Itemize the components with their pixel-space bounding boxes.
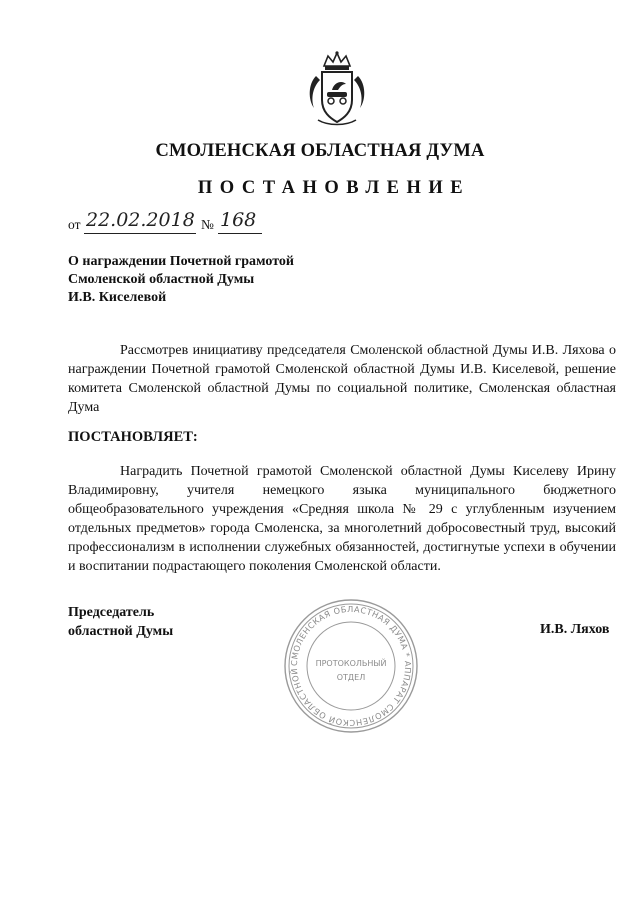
- decree-heading: ПОСТАНОВЛЯЕТ:: [68, 429, 198, 445]
- subject-line: Смоленской областной Думы: [68, 272, 255, 287]
- position-line: Председатель: [68, 605, 155, 620]
- document-type-title: ПОСТАНОВЛЕНИЕ: [197, 178, 471, 198]
- signatory-name: И.В. Ляхов: [540, 622, 610, 637]
- subject-block: [68, 253, 294, 307]
- stamp-center-line1: ПРОТОКОЛЬНЫЙ: [315, 659, 387, 668]
- handwritten-date: 22.02.2018: [86, 209, 195, 231]
- position-line: областной Думы: [68, 624, 174, 639]
- subject-line: О награждении Почетной грамотой: [68, 254, 294, 269]
- number-underline: [218, 233, 262, 234]
- organization-title: СМОЛЕНСКАЯ ОБЛАСТНАЯ ДУМА: [155, 141, 485, 161]
- subject-line: И.В. Киселевой: [68, 290, 167, 305]
- handwritten-number: 168: [220, 209, 257, 231]
- stamp-center-line2: ОТДЕЛ: [336, 673, 366, 682]
- number-prefix: №: [201, 217, 214, 232]
- decision-paragraph: Наградить Почетной грамотой Смоленской областной Думы Киселеву Ирину Владимировну, учителя немецкого языка муниципального бюджетного общеобразовательного учреждения «Средняя школа № 29 с углубленным изучением отдельных предметов» города Смоленска, за многолетний добросовестный труд, высокий профессионализм в исполнении служебных обязанностей, достигнутые успехи в обучении и воспитании подрастающего поколения Смоленской области.: [68, 464, 616, 574]
- signatory-position: [68, 603, 173, 641]
- preamble-paragraph: Рассмотрев инициативу председателя Смоленской областной Думы И.В. Ляхова о награждении Почетной грамотой Смоленской областной Думы И.В. Киселевой, решение комитета Смоленской областной Думы по социальной политике, Смоленская областная Дума: [68, 343, 616, 415]
- date-prefix: от: [68, 217, 81, 232]
- stamp-ring-text: СМОЛЕНСКАЯ ОБЛАСТНАЯ ДУМА * АППАРАТ СМОЛЕНСКОЙ ОБЛАСТНОЙ: [288, 603, 414, 729]
- date-underline: [84, 233, 196, 234]
- round-stamp: [283, 598, 419, 734]
- coat-of-arms-icon: [302, 50, 372, 130]
